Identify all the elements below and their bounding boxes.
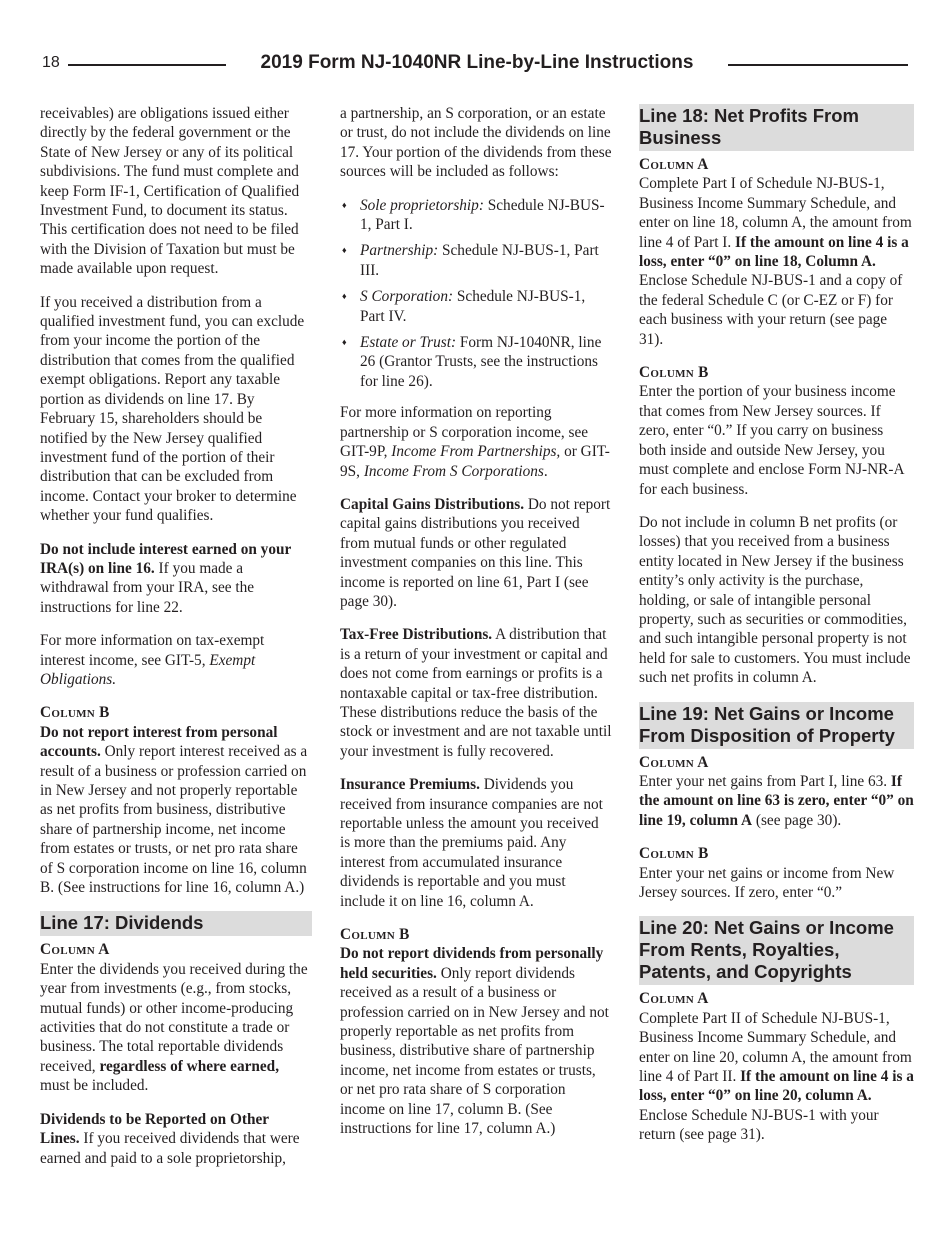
- paragraph-personal-accounts: [40, 723, 312, 898]
- git-9p-title: Income From Partnerships,: [391, 443, 561, 461]
- list-item-text: Schedule NJ-BUS-1, Part I.: [360, 196, 605, 234]
- paragraph-personally-held-securities: [340, 944, 612, 1138]
- list-item-label: Estate or Trust:: [360, 334, 457, 352]
- list-item-label: S Corporation:: [360, 288, 454, 306]
- net-profits-bold: If the amount on line 4 is a loss, enter “0” on line 18, Column A.: [639, 233, 909, 271]
- dividends-entry-text: Enter the dividends you received during the year from investments (e.g., from stocks, mutual funds) or other income-producing activities that do not constitute a trade or business. The total reportable dividends received,: [40, 960, 308, 1075]
- list-item-label: Partnership:: [360, 242, 439, 260]
- net-gains-bold: If the amount on line 63 is zero, enter “0” on line 19, column A: [639, 772, 914, 829]
- paragraph-rents-royalties: [639, 1009, 914, 1145]
- dividends-entry-end: must be included.: [40, 1077, 149, 1095]
- partnership-info-end: .: [543, 462, 548, 480]
- line-19-heading: Line 19: Net Gains or Income From Disposition of Property: [639, 702, 914, 749]
- column-b-subheading: Column B: [40, 704, 110, 722]
- column-left: [40, 104, 312, 1168]
- list-item: [340, 196, 612, 235]
- personal-accounts-text: Only report interest received as a result of a business or profession carried on in New Jersey and not properly reportable as net profits from business, distributive share of partnership income, net income from estates or trusts, or net pro rata share of S corporation income on line 16, column B. (See instructions for line 16, column A.): [40, 743, 308, 897]
- column-b-subheading: Column B: [639, 845, 709, 863]
- tax-free-bold: Tax-Free Distributions.: [340, 626, 493, 644]
- header-rule-right: [728, 64, 908, 66]
- list-item-text: Schedule NJ-BUS-1, Part IV.: [360, 288, 586, 325]
- paragraph-dividends-continued: a partnership, an S corporation, or an estate or trust, do not include the dividends on line 17. Your portion of the dividends from these sources will be included as follows:: [340, 105, 612, 181]
- paragraph-insurance-premiums: [340, 775, 612, 911]
- paragraph-net-profits: [639, 174, 914, 349]
- net-profits-text: Complete Part I of Schedule NJ-BUS-1, Business Income Summary Schedule, and enter on line 18, column A, the amount from line 4 of Part I.: [639, 175, 912, 251]
- ira-warning-text: If you made a withdrawal from your IRA, see the instructions for line 22.: [40, 559, 255, 616]
- paragraph-intangible-property: Do not include in column B net profits (or losses) that you received from a business entity located in New Jersey if the business entity’s only activity is the purchase, holding, or sale of intangible personal property, such as securities or commodities, and such intangible personal property is not held for sale to customers. You must include such net profits in column A.: [639, 513, 911, 687]
- list-item-text: Form NJ-1040NR, line 26 (Grantor Trusts, see the instructions for line 26).: [360, 334, 602, 390]
- insurance-bold: Insurance Premiums.: [340, 776, 480, 794]
- ira-warning-bold: Do not include interest earned on your IRA(s) on line 16.: [40, 540, 291, 577]
- line-17-heading: Line 17: Dividends: [40, 911, 312, 936]
- paragraph-qualified-fund-distribution: If you received a distribution from a qualified investment fund, you can exclude from your income the portion of the distribution that comes from the qualified exempt obligations. Report any taxable portion as dividends on line 17. By February 15, shareholders should be notified by the New Jersey qualified investment fund of the portion of their distribution that can be excluded from income. Contact your broker to determine whether your fund qualifies.: [40, 293, 305, 525]
- paragraph-nj-business-income: Enter the portion of your business income that comes from New Jersey sources. If zero, enter “0.” If you carry on business both inside and outside New Jersey, you must complete and enclose Form NJ-NR-A for each business.: [639, 383, 904, 498]
- dividends-other-lines-text: If you received dividends that were earned and paid to a sole proprietorship,: [40, 1130, 300, 1167]
- partnership-info-text: For more information on reporting partnership or S corporation income, see GIT-9P,: [340, 404, 589, 461]
- document-title: 2019 Form NJ-1040NR Line-by-Line Instructions: [260, 52, 694, 73]
- git-9s-title: Income From S Corporations: [363, 462, 544, 480]
- column-a-subheading: Column A: [40, 941, 110, 959]
- tax-free-text: A distribution that is a return of your investment or capital and does not come from earnings or profits is a nontaxable capital or tax-free distribution. These distributions reduce the basis of the stock or investment and are not taxable until your investment is fully recovered.: [340, 626, 612, 760]
- paragraph-net-gains: [639, 772, 914, 830]
- line-18-heading: Line 18: Net Profits From Business: [639, 104, 914, 151]
- net-gains-rest: (see page 30).: [752, 811, 842, 829]
- column-b-subheading: Column B: [340, 926, 410, 944]
- paragraph-capital-gains: [340, 495, 612, 611]
- net-gains-text: Enter your net gains from Part I, line 63.: [639, 772, 891, 790]
- net-profits-rest: Enclose Schedule NJ-BUS-1 and a copy of the federal Schedule C (or C-EZ or F) for each business with your return (see page 31).: [639, 272, 903, 348]
- paragraph-partnership-info: [340, 403, 612, 481]
- page-number: 18: [42, 54, 60, 71]
- header-rule-left: [68, 64, 226, 66]
- list-item-label: Sole proprietorship:: [360, 196, 484, 214]
- partnership-info-or: or GIT-9S,: [340, 443, 610, 480]
- paragraph-tax-exempt-info: [40, 631, 312, 689]
- column-a-subheading: Column A: [639, 990, 709, 1008]
- rents-bold: If the amount on line 4 is a loss, enter “0” on line 20, column A.: [639, 1068, 914, 1105]
- column-a-subheading: Column A: [639, 753, 709, 771]
- capital-gains-bold: Capital Gains Distributions.: [340, 495, 525, 513]
- page-header: [0, 52, 950, 78]
- paragraph-nj-net-gains: Enter your net gains or income from New Jersey sources. If zero, enter “0.”: [639, 864, 895, 901]
- paragraph-tax-free-distributions: [340, 625, 612, 761]
- dividends-other-lines-bold: Dividends to be Reported on Other Lines.: [40, 1110, 269, 1148]
- list-item: [340, 287, 612, 326]
- rents-rest: Enclose Schedule NJ-BUS-1 with your return (see page 31).: [639, 1106, 879, 1144]
- list-item: [340, 333, 612, 391]
- column-middle: [340, 104, 612, 1139]
- capital-gains-text: Do not report capital gains distributions you received from mutual funds or other regulated investment companies on this line. This income is reported on line 61, Part I (see page 30).: [340, 495, 611, 610]
- list-item: [340, 241, 612, 280]
- paragraph-fund-obligations: receivables) are obligations issued either directly by the federal government or the State of New Jersey or any of its political subdivisions. The fund must complete and keep Form IF-1, Certification of Qualified Investment Fund, to document its status. This certification does not need to be filed with the Division of Taxation but must be made available upon request.: [40, 105, 300, 278]
- securities-bold: Do not report dividends from personally held securities.: [340, 945, 604, 982]
- column-a-subheading: Column A: [639, 156, 709, 173]
- list-item-text: Schedule NJ-BUS-1, Part III.: [360, 242, 599, 279]
- dividend-sources-list: [340, 196, 612, 392]
- securities-text: Only report dividends received as a result of a business or profession carried on in New Jersey and not properly reportable as net profits from business, distributive share of partnership income, net income from estates or trusts, or net pro rata share of S corporation income on line 17, column B. (See instructions for line 17, column A.): [340, 964, 609, 1138]
- paragraph-dividends-other-lines: [40, 1110, 312, 1168]
- personal-accounts-bold: Do not report interest from personal accounts.: [40, 723, 278, 761]
- tax-exempt-text: For more information on tax-exempt interest income, see GIT-5,: [40, 632, 265, 669]
- paragraph-ira-interest: [40, 540, 312, 618]
- rents-text: Complete Part II of Schedule NJ-BUS-1, Business Income Summary Schedule, and enter on line 20, column A, the amount from line 4 of Part II.: [639, 1009, 912, 1086]
- tax-exempt-publication: Exempt Obligations.: [40, 651, 256, 688]
- column-right: [639, 104, 914, 1145]
- dividends-entry-bold: regardless of where earned,: [99, 1057, 280, 1075]
- line-20-heading: Line 20: Net Gains or Income From Rents, Royalties, Patents, and Copyrights: [639, 916, 914, 985]
- paragraph-dividends-entry: [40, 960, 312, 1096]
- insurance-text: Dividends you received from insurance companies are not reportable unless the amount you received is more than the premiums paid. Any interest from accumulated insurance dividends is reportable and you must include it on line 16, column A.: [340, 776, 603, 910]
- column-b-subheading: Column B: [639, 364, 709, 382]
